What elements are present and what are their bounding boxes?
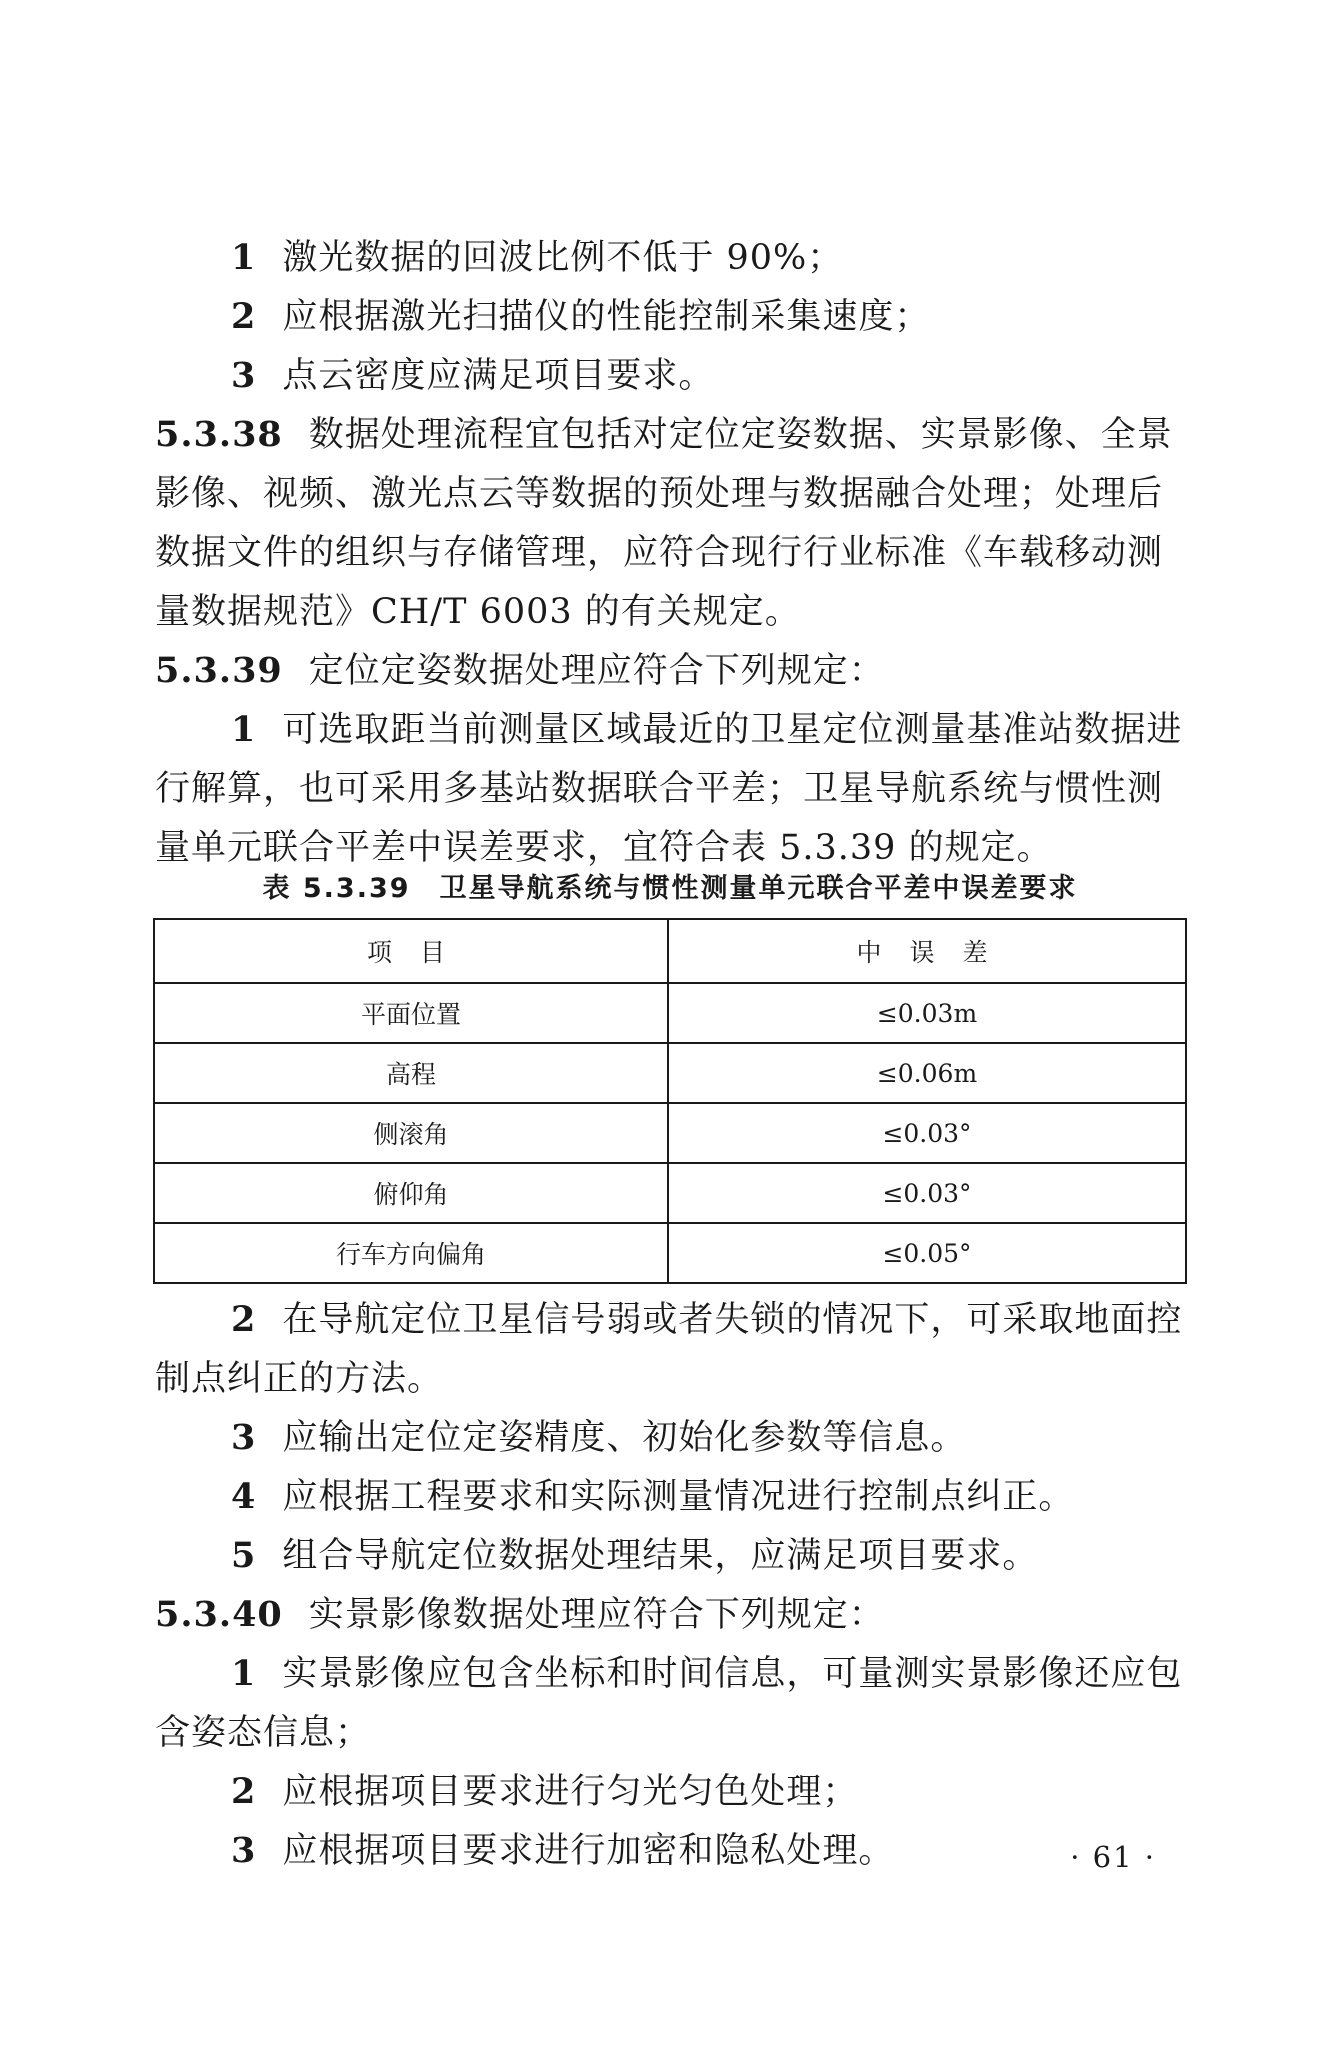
list-item: [155, 700, 1185, 878]
item-number: 1: [231, 237, 257, 278]
item-number: 3: [231, 1417, 257, 1458]
item-number: 1: [231, 1653, 257, 1694]
list-item: [155, 1467, 1185, 1527]
item-text: 实景影像应包含坐标和时间信息，可量测实景影像还应包含姿态信息；: [155, 1654, 1183, 1753]
row-item: 行车方向偏角: [154, 1223, 668, 1283]
item-text: 应根据项目要求进行匀光匀色处理；: [282, 1772, 859, 1812]
row-item: 侧滚角: [154, 1103, 668, 1163]
item-text: 点云密度应满足项目要求。: [282, 356, 715, 396]
table-row: [154, 983, 1186, 1043]
table-row: [154, 1043, 1186, 1103]
clause-number: 5.3.40: [155, 1594, 283, 1635]
item-number: 2: [231, 1299, 257, 1340]
item-text: 组合导航定位数据处理结果，应满足项目要求。: [282, 1536, 1039, 1576]
row-error: ≤0.06m: [668, 1043, 1186, 1103]
clause-number: 5.3.39: [155, 650, 283, 691]
item-number: 4: [231, 1476, 257, 1517]
clause-5-3-38: [155, 405, 1185, 642]
row-error: ≤0.03m: [668, 983, 1186, 1043]
accuracy-table: [153, 918, 1187, 1284]
header-item: 项 目: [154, 919, 668, 983]
item-text: 可选取距当前测量区域最近的卫星定位测量基准站数据进行解算，也可采用多基站数据联合平差；卫星导航系统与惯性测量单元联合平差中误差要求，宜符合表 5.3.39 的规定。: [155, 710, 1183, 868]
item-number: 5: [231, 1535, 257, 1576]
clause-text: 数据处理流程宜包括对定位定姿数据、实景影像、全景影像、视频、激光点云等数据的预处理与数据融合处理；处理后数据文件的组织与存储管理，应符合现行行业标准《车载移动测量数据规范》CH/T 6003 的有关规定。: [155, 415, 1173, 632]
item-text: 激光数据的回波比例不低于 90%；: [282, 238, 844, 278]
clause-5-3-39: [155, 641, 1185, 701]
clause-number: 5.3.38: [155, 414, 283, 455]
item-text: 应根据激光扫描仪的性能控制采集速度；: [282, 297, 931, 337]
list-item: [155, 1644, 1185, 1763]
header-error: 中 误 差: [668, 919, 1186, 983]
table-row: [154, 1163, 1186, 1223]
list-item: [155, 346, 1185, 406]
list-item: [155, 287, 1185, 347]
page-number: · 61 ·: [1070, 1840, 1156, 1874]
table-header-row: [154, 919, 1186, 983]
table-row: [154, 1103, 1186, 1163]
list-item: [155, 1821, 1185, 1881]
row-error: ≤0.05°: [668, 1223, 1186, 1283]
list-item: [155, 1762, 1185, 1822]
item-number: 2: [231, 1771, 257, 1812]
item-number: 3: [231, 355, 257, 396]
item-text: 应根据工程要求和实际测量情况进行控制点纠正。: [282, 1477, 1075, 1517]
row-item: 高程: [154, 1043, 668, 1103]
clause-text: 定位定姿数据处理应符合下列规定：: [308, 651, 885, 691]
item-number: 2: [231, 296, 257, 337]
row-item: 平面位置: [154, 983, 668, 1043]
clause-5-3-40: [155, 1585, 1185, 1645]
row-error: ≤0.03°: [668, 1163, 1186, 1223]
item-text: 在导航定位卫星信号弱或者失锁的情况下，可采取地面控制点纠正的方法。: [155, 1300, 1183, 1399]
item-number: 1: [231, 709, 257, 750]
list-item: [155, 228, 1185, 288]
list-item: [155, 1290, 1185, 1409]
list-item: [155, 1526, 1185, 1586]
table-row: [154, 1223, 1186, 1283]
row-error: ≤0.03°: [668, 1103, 1186, 1163]
item-text: 应根据项目要求进行加密和隐私处理。: [282, 1831, 895, 1871]
item-text: 应输出定位定姿精度、初始化参数等信息。: [282, 1418, 967, 1458]
item-number: 3: [231, 1830, 257, 1871]
list-item: [155, 1408, 1185, 1468]
table-caption: 表 5.3.39 卫星导航系统与惯性测量单元联合平差中误差要求: [262, 873, 1078, 904]
clause-text: 实景影像数据处理应符合下列规定：: [308, 1595, 885, 1635]
row-item: 俯仰角: [154, 1163, 668, 1223]
